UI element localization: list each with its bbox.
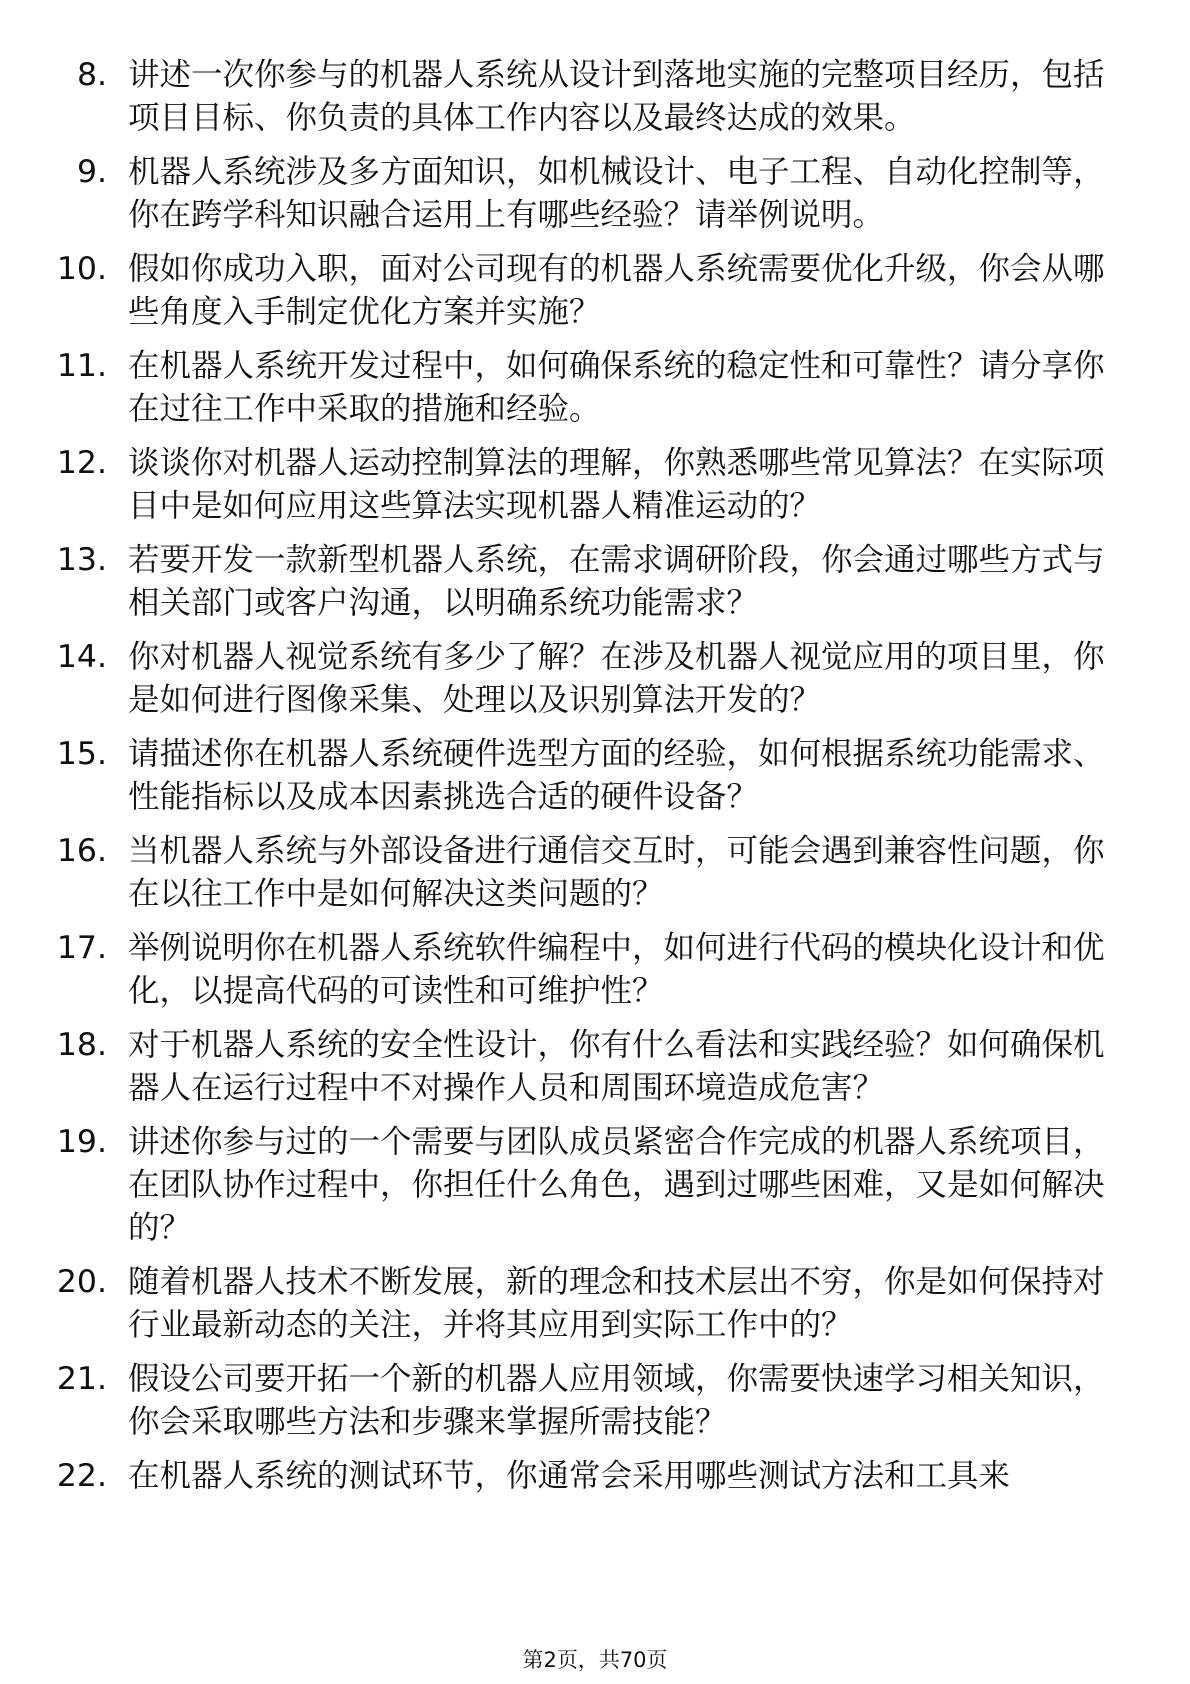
question-text: 若要开发一款新型机器人系统，在需求调研阶段，你会通过哪些方式与相关部门或客户沟通，以明确系统功能需求？ [128,542,1105,621]
question-text: 讲述一次你参与的机器人系统从设计到落地实施的完整项目经历，包括项目目标、你负责的具体工作内容以及最终达成的效果。 [128,57,1105,136]
question-number: 15. [56,736,107,772]
question-number: 20. [56,1264,107,1300]
question-number: 10. [56,251,107,287]
question-item [0,151,1105,237]
question-item [0,248,1105,334]
question-number: 9. [76,154,107,190]
question-number: 21. [56,1361,107,1397]
question-item [0,539,1105,625]
question-item [0,830,1105,916]
question-text: 讲述你参与过的一个需要与团队成员紧密合作完成的机器人系统项目，在团队协作过程中，你担任什么角色，遇到过哪些困难，又是如何解决的？ [128,1124,1105,1246]
question-text: 随着机器人技术不断发展，新的理念和技术层出不穷，你是如何保持对行业最新动态的关注，并将其应用到实际工作中的？ [128,1264,1105,1343]
question-item [0,442,1105,528]
question-text: 假如你成功入职，面对公司现有的机器人系统需要优化升级，你会从哪些角度入手制定优化方案并实施？ [128,251,1105,330]
question-item [0,733,1105,819]
question-number: 11. [56,348,107,384]
question-text: 假设公司要开拓一个新的机器人应用领域，你需要快速学习相关知识，你会采取哪些方法和步骤来掌握所需技能？ [128,1361,1105,1440]
page-number-label: 第2页，共70页 [522,1648,668,1672]
question-item [0,636,1105,722]
question-number: 17. [56,930,107,966]
question-number: 16. [56,833,107,869]
question-text: 当机器人系统与外部设备进行通信交互时，可能会遇到兼容性问题，你在以往工作中是如何解决这类问题的？ [128,833,1105,912]
question-item [0,54,1105,140]
question-number: 14. [56,639,107,675]
question-item [0,1261,1105,1347]
question-item [0,345,1105,431]
question-number: 12. [56,445,107,481]
question-item [0,1121,1105,1250]
question-item [0,1455,1105,1498]
question-text: 你对机器人视觉系统有多少了解？在涉及机器人视觉应用的项目里，你是如何进行图像采集、处理以及识别算法开发的？ [128,639,1105,718]
question-item [0,927,1105,1013]
question-text: 对于机器人系统的安全性设计，你有什么看法和实践经验？如何确保机器人在运行过程中不对操作人员和周围环境造成危害？ [128,1027,1105,1106]
question-number: 13. [56,542,107,578]
page-footer [0,1644,1190,1674]
question-item [0,1358,1105,1444]
question-number: 19. [56,1124,107,1160]
question-text: 在机器人系统开发过程中，如何确保系统的稳定性和可靠性？请分享你在过往工作中采取的措施和经验。 [128,348,1105,427]
question-text: 举例说明你在机器人系统软件编程中，如何进行代码的模块化设计和优化，以提高代码的可读性和可维护性？ [128,930,1105,1009]
question-number: 8. [76,57,107,93]
question-text: 谈谈你对机器人运动控制算法的理解，你熟悉哪些常见算法？在实际项目中是如何应用这些算法实现机器人精准运动的？ [128,445,1105,524]
question-item [0,1024,1105,1110]
question-number: 18. [56,1027,107,1063]
question-number: 22. [56,1458,107,1494]
question-text: 请描述你在机器人系统硬件选型方面的经验，如何根据系统功能需求、性能指标以及成本因素挑选合适的硬件设备？ [128,736,1105,815]
question-text: 在机器人系统的测试环节，你通常会采用哪些测试方法和工具来 [128,1458,1011,1494]
question-text: 机器人系统涉及多方面知识，如机械设计、电子工程、自动化控制等，你在跨学科知识融合运用上有哪些经验？请举例说明。 [128,154,1105,233]
question-list [0,54,1190,1509]
